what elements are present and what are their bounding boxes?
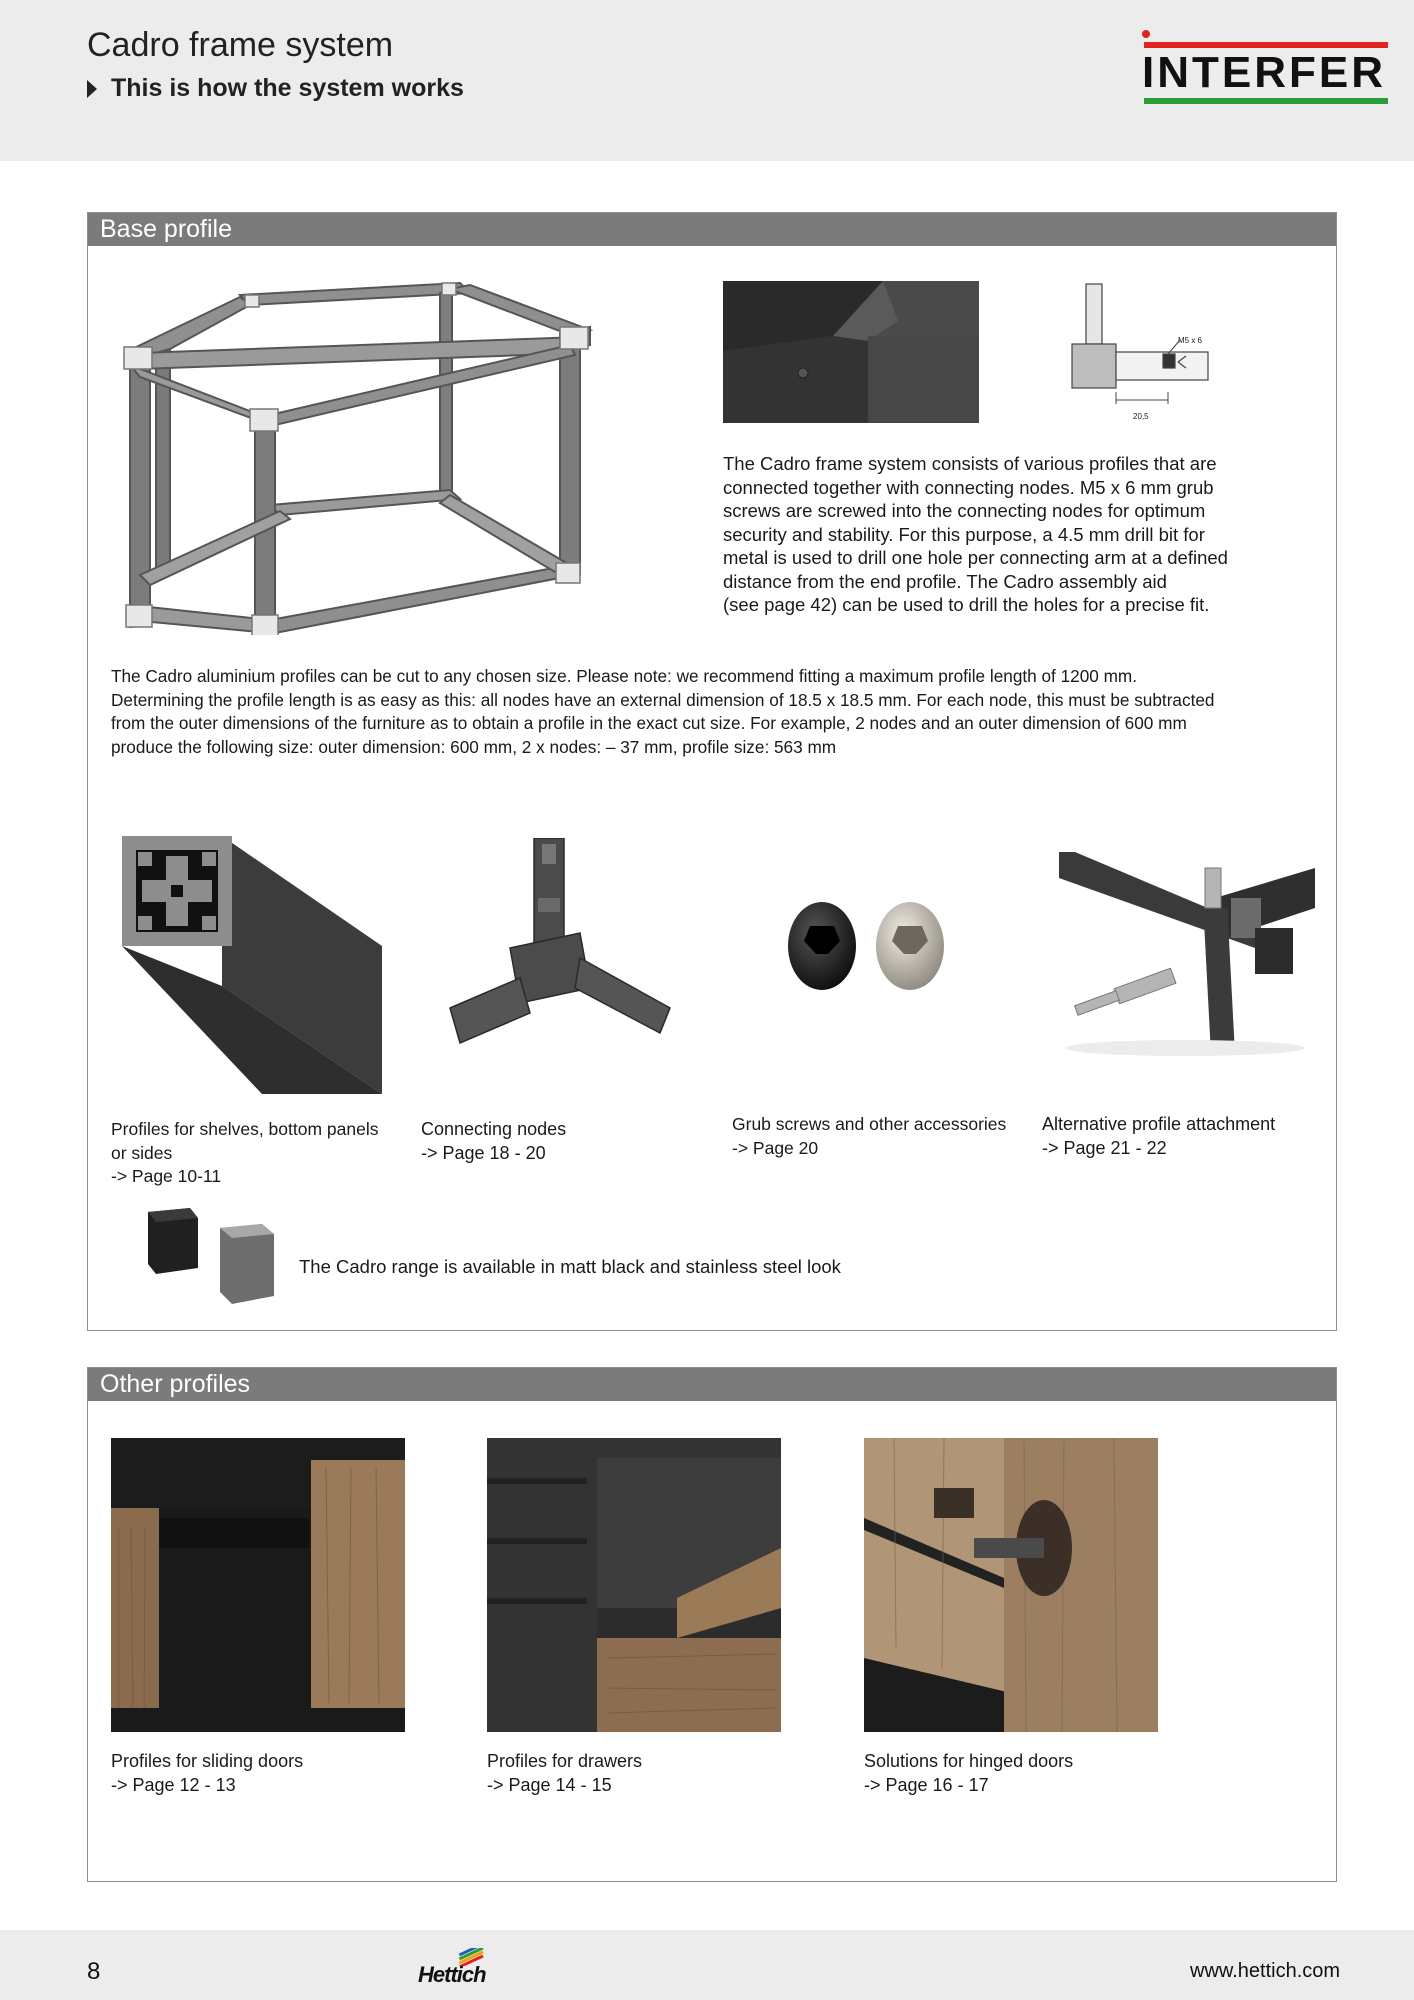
info-line: Determining the profile length is as easy as this: all nodes have an external dimension of 18.5 x 18.5 mm. For each node, this must be subtracted [111,689,1215,710]
description-line: distance from the end profile. The Cadro assembly aid [723,570,1167,592]
interfer-logo [1142,30,1390,106]
dimension-label: 20,5 [1133,412,1149,421]
corner-detail-photo [723,281,979,423]
hettich-logo [418,1948,488,1988]
finish-samples-image [144,1204,278,1306]
connector-tech-diagram [1068,280,1218,430]
caption-link-page: -> Page 14 - 15 [487,1774,612,1795]
triangle-bullet-icon [87,80,97,98]
info-line: The Cadro aluminium profiles can be cut to any chosen size. Please note: we recommend fitting a maximum profile length of 1200 mm. [111,666,1138,686]
caption-link-page: -> Page 21 - 22 [1042,1137,1167,1158]
caption-line: Grub screws and other accessories [732,1114,1007,1134]
other-profiles-heading: Other profiles [88,1368,1336,1401]
hettich-brand-text: Hettich [418,1962,486,1987]
component-caption-alternative [1042,1113,1332,1160]
description-line: The Cadro frame system consists of various profiles that are [723,453,1217,474]
description-line: security and stability. For this purpose, a 4.5 mm drill bit for [723,523,1205,545]
profile-length-info [111,665,1326,759]
page-subtitle [87,74,464,103]
info-line: from the outer dimensions of the furniture as to obtain a profile in the exact cut size. For example, 2 nodes and an outer dimension of 600 mm [111,713,1187,733]
caption-line: or sides [111,1142,173,1163]
component-caption-nodes [421,1118,681,1165]
caption-link-page: -> Page 16 - 17 [864,1774,989,1795]
caption-line: Profiles for sliding doors [111,1751,304,1771]
base-profile-heading: Base profile [88,213,1336,246]
screw-size-label: M5 x 6 [1178,336,1203,345]
caption-link-page: -> Page 10-11 [111,1166,222,1186]
website-url: www.hettich.com [1190,1960,1341,1982]
caption-line: Alternative profile attachment [1042,1114,1276,1134]
component-caption-grub-screws [732,1113,1022,1160]
component-caption-profiles [111,1118,391,1189]
caption-drawers [487,1750,787,1797]
caption-line: Solutions for hinged doors [864,1751,1074,1771]
page-title: Cadro frame system [87,26,394,64]
drawers-photo [487,1438,781,1732]
logo-dot [1142,30,1150,38]
description-line: (see page 42) can be used to drill the holes for a precise fit. [723,594,1210,615]
description-line: screws are screwed into the connecting nodes for optimum [723,500,1206,521]
caption-line: Connecting nodes [421,1119,567,1139]
page-number: 8 [87,1958,101,1985]
caption-link-page: -> Page 12 - 13 [111,1774,236,1795]
logo-green-stripe [1144,98,1388,104]
subtitle-text: This is how the system works [111,74,464,102]
profile-image [122,836,382,1096]
caption-line: Profiles for shelves, bottom panels [111,1119,379,1139]
hinged-doors-photo [864,1438,1158,1732]
sliding-doors-photo [111,1438,405,1732]
logo-text: INTERFER [1142,48,1386,97]
finish-note: The Cadro range is available in matt black and stainless steel look [299,1256,841,1277]
system-description [723,452,1323,617]
description-line: metal is used to drill one hole per connecting arm at a defined [723,547,1228,568]
caption-link-page: -> Page 20 [732,1137,819,1158]
alternative-attachment-image [1055,848,1315,1058]
grub-screws-image [780,896,952,1006]
frame-illustration [120,275,600,635]
description-line: connected together with connecting nodes. M5 x 6 mm grub [723,476,1214,498]
info-line: produce the following size: outer dimension: 600 mm, 2 x nodes: – 37 mm, profile size: 563 mm [111,736,837,757]
caption-sliding-doors [111,1750,411,1797]
caption-hinged-doors [864,1750,1164,1797]
connecting-node-image [430,838,680,1068]
caption-line: Profiles for drawers [487,1751,643,1771]
caption-link-page: -> Page 18 - 20 [421,1142,546,1163]
